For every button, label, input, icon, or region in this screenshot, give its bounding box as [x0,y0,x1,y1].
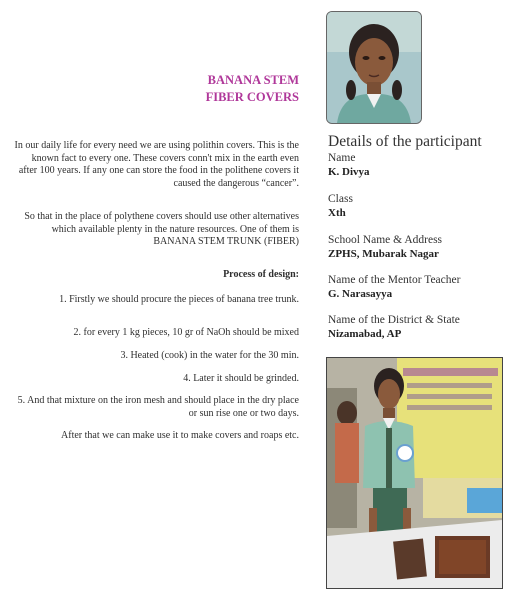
solution-paragraph: So that in the place of polythene covers should use other alternatives which available plenty in the nature resources. One of them is BANANA STEM TRUNK (FIBER) [24,211,299,247]
exhibition-illustration [327,358,502,588]
process-step-2: 2. for every 1 kg pieces, 10 gr of NaOh should be mixed [73,327,299,338]
article-title [119,72,299,106]
process-heading: Process of design: [223,269,299,280]
process-step-3: 3. Heated (cook) in the water for the 30 min. [120,350,299,361]
name-label: Name [328,152,356,164]
title-line-2: FIBER COVERS [205,90,299,104]
school-label: School Name & Address [328,234,443,246]
exhibition-photo [326,357,503,589]
class-value: Xth [328,207,346,219]
class-label: Class [328,193,353,205]
process-step-5: 5. And that mixture on the iron mesh and should place in the dry place or sun rise one or two days. [17,395,299,419]
portrait-illustration [327,12,421,123]
process-step-4: 4. Later it should be grinded. [183,373,299,384]
title-line-1: BANANA STEM [207,73,299,87]
mentor-label: Name of the Mentor Teacher [328,274,461,286]
district-label: Name of the District & State [328,314,460,326]
closing-paragraph: After that we can make use it to make covers and roaps etc. [61,430,299,441]
process-step-1: 1. Firstly we should procure the pieces of banana tree trunk. [59,294,299,305]
intro-paragraph: In our daily life for every need we are using polithin covers. This is the known fact to every one. These covers conn't mix in the earth even after 100 years. If any one can store the food in the polithene covers it caused the dangerous “cancer”. [14,140,299,189]
name-value: K. Divya [328,166,370,178]
mentor-value: G. Narasayya [328,288,393,300]
district-value: Nizamabad, AP [328,328,402,340]
participant-details-heading: Details of the participant [328,133,482,150]
school-value: ZPHS, Mubarak Nagar [328,248,439,260]
participant-portrait [326,11,422,124]
